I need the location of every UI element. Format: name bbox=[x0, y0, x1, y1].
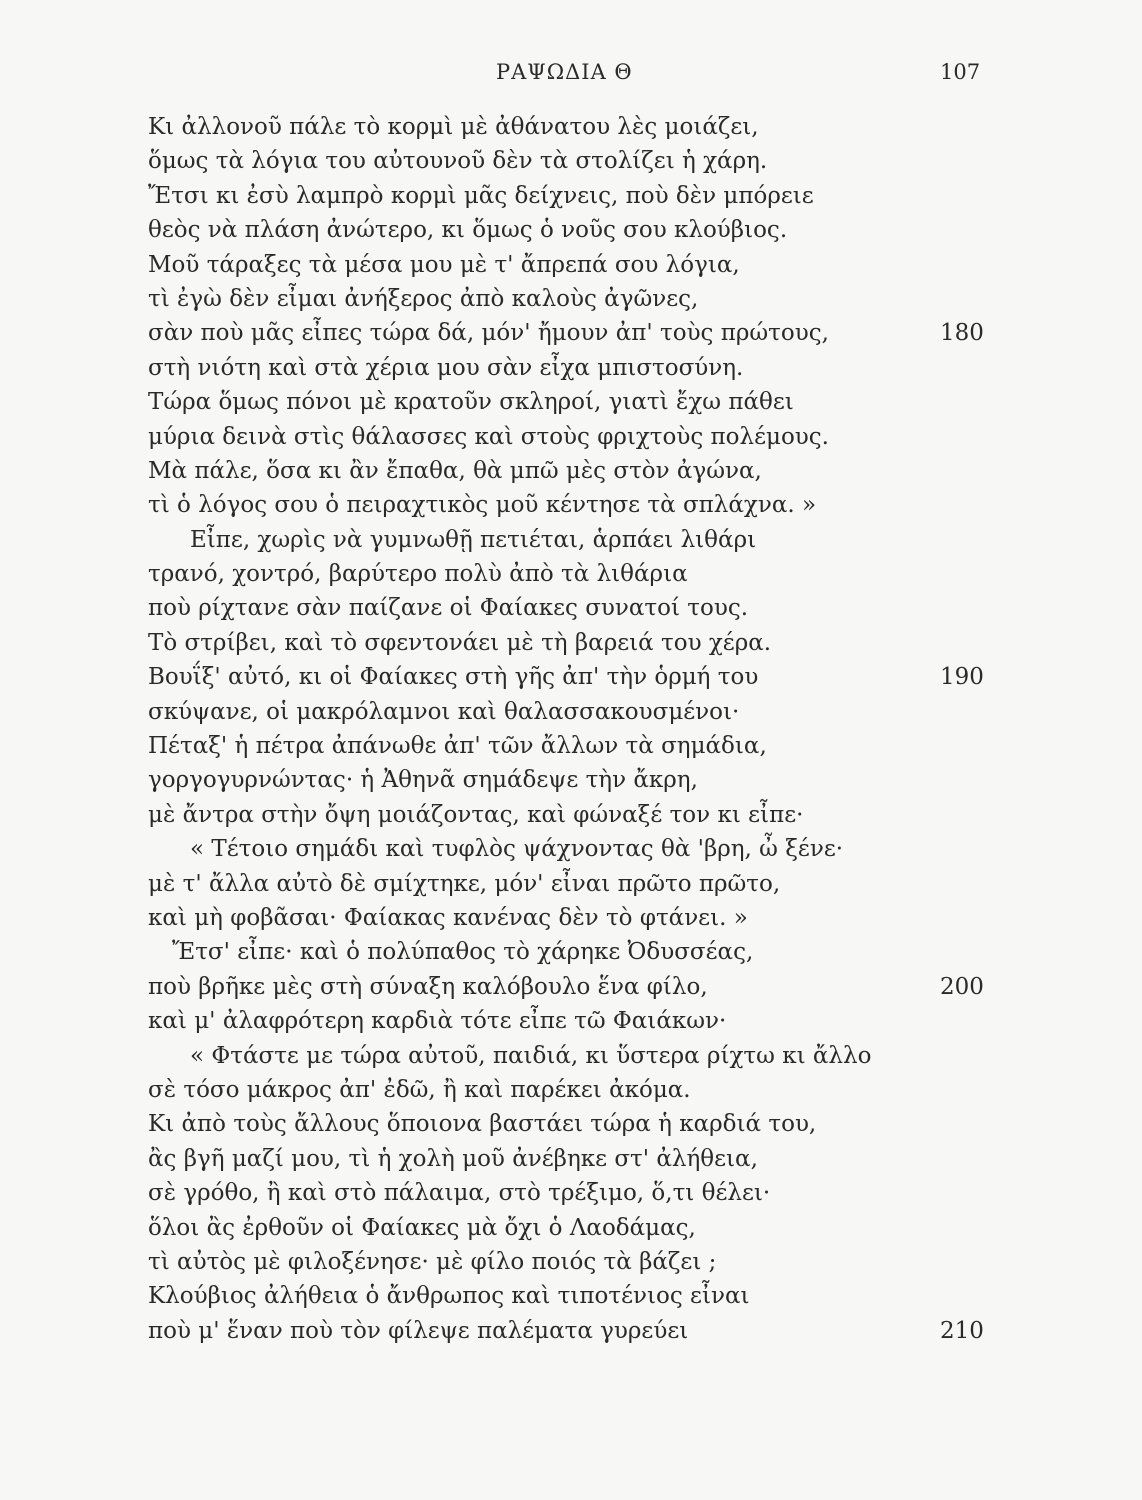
verse-line bbox=[0, 248, 1142, 282]
verse-line bbox=[0, 660, 1142, 694]
verse-text: Κλούβιος ἀλήθεια ὁ ἄνθρωπος καὶ τιποτένιος εἶναι bbox=[148, 1283, 750, 1310]
verse-text: καὶ μὴ φοβᾶσαι· Φαίακας κανένας δὲν τὸ φτάνει. » bbox=[148, 904, 748, 931]
verse-text: σὲ γρόθο, ἢ καὶ στὸ πάλαιμα, στὸ τρέξιμο, ὅ,τι θέλει· bbox=[148, 1180, 771, 1207]
verse-line bbox=[0, 695, 1142, 729]
verse-text: τρανό, χοντρό, βαρύτερο πολὺ ἀπὸ τὰ λιθάρια bbox=[148, 561, 688, 588]
verse-text: καὶ μ' ἀλαφρότερη καρδιὰ τότε εἶπε τῶ Φαιάκων· bbox=[148, 1008, 727, 1035]
verse-line bbox=[0, 1107, 1142, 1141]
verse-line bbox=[0, 454, 1142, 488]
page-header bbox=[0, 60, 1142, 90]
verse-text: Μὰ πάλε, ὅσα κι ἂν ἔπαθα, θὰ μπῶ μὲς στὸν ἀγώνα, bbox=[148, 457, 762, 484]
verse-line bbox=[0, 935, 1142, 969]
line-number: 180 bbox=[940, 320, 984, 347]
verse-block bbox=[0, 110, 1142, 1348]
verse-line bbox=[0, 626, 1142, 660]
verse-line bbox=[0, 1039, 1142, 1073]
line-number: 200 bbox=[940, 973, 984, 1000]
verse-line bbox=[0, 557, 1142, 591]
verse-line bbox=[0, 1073, 1142, 1107]
verse-text: Τὸ στρίβει, καὶ τὸ σφεντονάει μὲ τὴ βαρειά του χέρα. bbox=[148, 629, 772, 656]
verse-line bbox=[0, 144, 1142, 178]
verse-line bbox=[0, 1176, 1142, 1210]
verse-text: τὶ ἐγὼ δὲν εἶμαι ἀνήξερος ἀπὸ καλοὺς ἀγῶνες, bbox=[148, 285, 699, 312]
verse-text: ποὺ ρίχτανε σὰν παίζανε οἱ Φαίακες συνατοί τους. bbox=[148, 595, 749, 622]
verse-line bbox=[0, 832, 1142, 866]
verse-text: σὲ τόσο μάκρος ἀπ' ἐδῶ, ἢ καὶ παρέκει ἀκόμα. bbox=[148, 1076, 691, 1103]
verse-text: σκύψανε, οἱ μακρόλαμνοι καὶ θαλασσακουσμένοι· bbox=[148, 698, 740, 725]
verse-line bbox=[0, 282, 1142, 316]
verse-text: Βουΐξ' αὐτό, κι οἱ Φαίακες στὴ γῆς ἀπ' τὴν ὁρμή του bbox=[148, 664, 759, 691]
verse-text: θεὸς νὰ πλάση ἀνώτερο, κι ὅμως ὁ νοῦς σου κλούβιος. bbox=[148, 217, 788, 244]
verse-text: Ἔτσ' εἶπε· καὶ ὁ πολύπαθος τὸ χάρηκε Ὀδυσσέας, bbox=[172, 939, 754, 966]
verse-text: « Φτάστε με τώρα αὐτοῦ, παιδιά, κι ὕστερα ρίχτω κι ἄλλο bbox=[190, 1042, 872, 1069]
verse-text: μὲ ἄντρα στὴν ὄψη μοιάζοντας, καὶ φώναξέ τον κι εἶπε· bbox=[148, 801, 804, 828]
line-number: 210 bbox=[940, 1317, 984, 1344]
verse-text: Κι ἀλλονοῦ πάλε τὸ κορμὶ μὲ ἀθάνατου λὲς μοιάζει, bbox=[148, 114, 759, 140]
verse-text: σὰν ποὺ μᾶς εἶπες τώρα δά, μόν' ἤμουν ἀπ' τοὺς πρώτους, bbox=[148, 320, 829, 347]
line-number: 190 bbox=[940, 664, 984, 691]
verse-line bbox=[0, 488, 1142, 522]
running-title: ΡΑΨΩΔΙΑ Θ bbox=[496, 60, 633, 84]
verse-text: Κι ἀπὸ τοὺς ἄλλους ὅποιονα βαστάει τώρα ἡ καρδιά του, bbox=[148, 1111, 817, 1138]
verse-line bbox=[0, 385, 1142, 419]
verse-line bbox=[0, 420, 1142, 454]
verse-text: Τώρα ὅμως πόνοι μὲ κρατοῦν σκληροί, γιατὶ ἔχω πάθει bbox=[148, 389, 794, 416]
verse-text: ποὺ μ' ἕναν ποὺ τὸν φίλεψε παλέματα γυρεύει bbox=[148, 1317, 689, 1344]
verse-line bbox=[0, 867, 1142, 901]
verse-text: ἂς βγῆ μαζί μου, τὶ ἡ χολὴ μοῦ ἀνέβηκε στ' ἀλήθεια, bbox=[148, 1145, 758, 1172]
verse-line bbox=[0, 1279, 1142, 1313]
verse-line bbox=[0, 1211, 1142, 1245]
verse-line bbox=[0, 1245, 1142, 1279]
verse-line bbox=[0, 1004, 1142, 1038]
verse-line bbox=[0, 1142, 1142, 1176]
verse-line bbox=[0, 729, 1142, 763]
verse-text: μὲ τ' ἄλλα αὐτὸ δὲ σμίχτηκε, μόν' εἶναι πρῶτο πρῶτο, bbox=[148, 870, 781, 897]
verse-text: τὶ ὁ λόγος σου ὁ πειραχτικὸς μοῦ κέντησε τὰ σπλάχνα. » bbox=[148, 492, 817, 519]
verse-text: ὅμως τὰ λόγια του αὐτουνοῦ δὲν τὰ στολίζει ἡ χάρη. bbox=[148, 148, 768, 175]
page-number: 107 bbox=[940, 60, 981, 84]
verse-text: ποὺ βρῆκε μὲς στὴ σύναξη καλόβουλο ἕνα φίλο, bbox=[148, 973, 708, 1000]
verse-line bbox=[0, 179, 1142, 213]
verse-text: γοργογυρνώντας· ἡ Ἀθηνᾶ σημάδεψε τὴν ἄκρη, bbox=[148, 767, 698, 794]
verse-text: μύρια δεινὰ στὶς θάλασσες καὶ στοὺς φριχτοὺς πολέμους. bbox=[148, 423, 829, 450]
verse-text: Ἔτσι κι ἐσὺ λαμπρὸ κορμὶ μᾶς δείχνεις, ποὺ δὲν μπόρειε bbox=[148, 182, 814, 209]
verse-text: ὅλοι ἂς ἐρθοῦν οἱ Φαίακες μὰ ὄχι ὁ Λαοδάμας, bbox=[148, 1214, 696, 1241]
verse-line bbox=[0, 351, 1142, 385]
verse-line bbox=[0, 798, 1142, 832]
verse-line bbox=[0, 110, 1142, 144]
verse-line bbox=[0, 1314, 1142, 1348]
verse-text: Μοῦ τάραξες τὰ μέσα μου μὲ τ' ἄπρεπά σου λόγια, bbox=[148, 251, 740, 278]
verse-line bbox=[0, 763, 1142, 797]
verse-line bbox=[0, 901, 1142, 935]
verse-text: Εἶπε, χωρὶς νὰ γυμνωθῇ πετιέται, ἁρπάει λιθάρι bbox=[190, 526, 757, 553]
verse-text: στὴ νιότη καὶ στὰ χέρια μου σὰν εἶχα μπιστοσύνη. bbox=[148, 354, 744, 381]
verse-text: « Τέτοιο σημάδι καὶ τυφλὸς ψάχνοντας θὰ 'βρη, ὦ ξένε· bbox=[190, 836, 844, 863]
verse-line bbox=[0, 523, 1142, 557]
verse-line bbox=[0, 970, 1142, 1004]
verse-line bbox=[0, 316, 1142, 350]
verse-line bbox=[0, 591, 1142, 625]
verse-text: τὶ αὐτὸς μὲ φιλοξένησε· μὲ φίλο ποιός τὰ βάζει ; bbox=[148, 1248, 717, 1275]
verse-text: Πέταξ' ἡ πέτρα ἀπάνωθε ἀπ' τῶν ἄλλων τὰ σημάδια, bbox=[148, 733, 767, 760]
verse-line bbox=[0, 213, 1142, 247]
